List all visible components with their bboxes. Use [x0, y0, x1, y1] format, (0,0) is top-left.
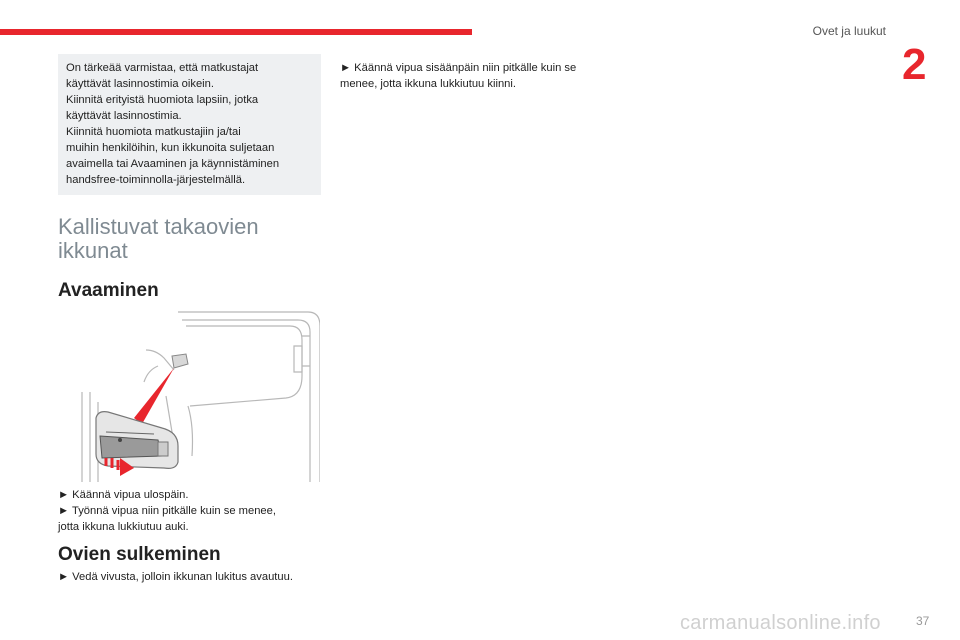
section-heading [58, 215, 318, 263]
right-column-line: menee, jotta ikkuna lukkiutuu kiinni. [340, 78, 516, 90]
section-heading-line1: Kallistuvat takaovien [58, 214, 259, 239]
section-title: Ovet ja luukut [812, 24, 886, 38]
warning-box [58, 54, 321, 195]
right-column-text [340, 60, 620, 92]
warning-line: handsfree-toiminnolla-järjestelmällä. [66, 174, 246, 186]
right-column-line: ► Käännä vipua sisäänpäin niin pitkälle kuin se [340, 62, 577, 74]
warning-line: muihin henkilöihin, kun ikkunoita suljetaan [66, 142, 275, 154]
opening-steps [58, 487, 320, 535]
warning-line: Kiinnitä huomiota matkustajiin ja/tai [66, 126, 241, 138]
section-heading-line2: ikkunat [58, 238, 128, 263]
closing-heading: Ovien sulkeminen [58, 544, 221, 565]
opening-step: ► Käännä vipua ulospäin. [58, 489, 189, 501]
warning-line: On tärkeää varmistaa, että matkustajat [66, 62, 259, 74]
closing-steps [58, 569, 338, 585]
warning-line: käyttävät lasinnostimia oikein. [66, 78, 214, 90]
chapter-number: 2 [902, 40, 927, 89]
closing-step: ► Vedä vivusta, jolloin ikkunan lukitus avautuu. [58, 571, 293, 583]
chapter-accent-bar [0, 29, 472, 35]
warning-line: käyttävät lasinnostimia. [66, 110, 182, 122]
page-number: 37 [916, 614, 930, 628]
opening-step: jotta ikkuna lukkiutuu auki. [58, 521, 189, 533]
warning-line: Kiinnitä erityistä huomiota lapsiin, jotka [66, 94, 259, 106]
watermark: carmanualsonline.info [680, 612, 881, 634]
opening-step: ► Työnnä vipua niin pitkälle kuin se menee, [58, 505, 276, 517]
opening-heading: Avaaminen [58, 280, 159, 301]
window-lever-illustration [58, 306, 320, 482]
warning-line: avaimella tai Avaaminen ja käynnistäminen [66, 158, 280, 170]
